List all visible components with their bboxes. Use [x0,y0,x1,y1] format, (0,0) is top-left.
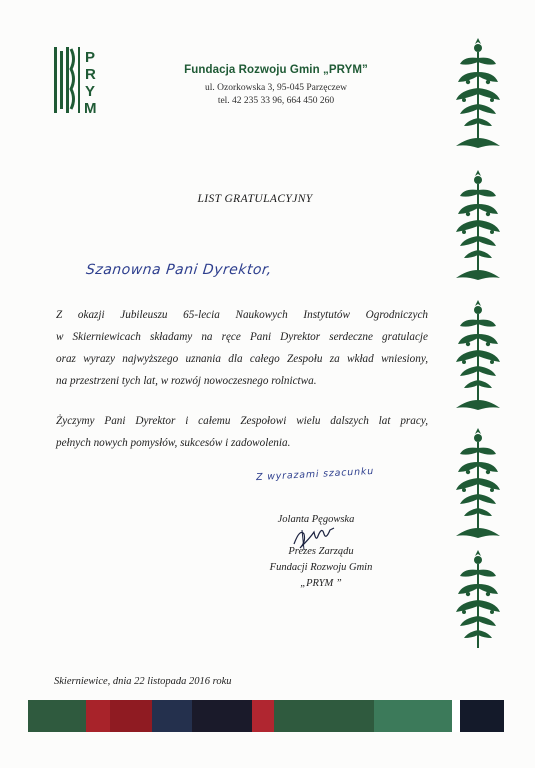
folk-ornament-icon [456,428,500,538]
document-title: LIST GRATULACYJNY [197,193,313,205]
logo-letter-y: Y [85,83,96,100]
folk-ornament-icon [456,300,500,410]
stripe-segment [86,700,110,732]
stripe-segment [252,700,274,732]
folk-ornament-icon [456,170,500,280]
signer-role-line: „PRYM ” [300,578,342,589]
signer-role-line: Prezes Zarządu [288,546,354,557]
signer-role-line: Fundacji Rozwoju Gmin [269,562,373,573]
body-line: oraz wyrazy najwyższego uznania dla całego Zespołu za wkład wniesiony, [56,353,428,365]
body-paragraph-2 [56,410,428,454]
logo-letter-p: P [85,49,96,66]
handwritten-closing: Z wyrazami szacunku [255,465,375,484]
body-line: Z okazji Jubileuszu 65-lecia Naukowych Instytutów Ogrodniczych [56,309,428,321]
organization-phone: tel. 42 235 33 96, 664 450 260 [217,96,335,106]
body-line: na przestrzeni tych lat, w rozwój nowoczesnego rolnictwa. [56,375,317,387]
body-line: w Skierniewicach składamy na ręce Pani Dyrektor serdeczne gratulacje [56,331,428,343]
stripe-segment [110,700,152,732]
date-line: Skierniewice, dnia 22 listopada 2016 roku [54,676,232,687]
stripe-segment [374,700,452,732]
decorative-stripe-band [28,700,504,732]
stripe-segment [274,700,374,732]
stripe-segment [28,700,86,732]
body-line: pełnych nowych pomysłów, sukcesów i zadowolenia. [56,437,291,449]
stripe-segment [192,700,252,732]
letterhead [150,64,402,108]
body-paragraph-1 [56,304,428,392]
signer-name: Jolanta Pęgowska [277,514,355,525]
signer-role [246,544,396,592]
logo-letter-r: R [85,66,96,83]
handwritten-greeting: Szanowna Pani Dyrektor, [85,262,273,278]
body-line: Życzymy Pani Dyrektor i całemu Zespołowi wielu dalszych lat pracy, [56,415,428,427]
stripe-segment [152,700,192,732]
folk-ornament-icon [456,38,500,148]
organization-address: ul. Ozorkowska 3, 95-045 Parzęczew [205,83,347,93]
stripe-segment [452,700,460,732]
folk-ornament-icon [456,550,500,648]
logo-letter-m: M [84,100,97,117]
wheat-sheaf-logo-icon [52,45,110,117]
folk-ornament-column [452,38,504,648]
stripe-segment [460,700,504,732]
organization-name: Fundacja Rozwoju Gmin „PRYM” [184,64,368,76]
